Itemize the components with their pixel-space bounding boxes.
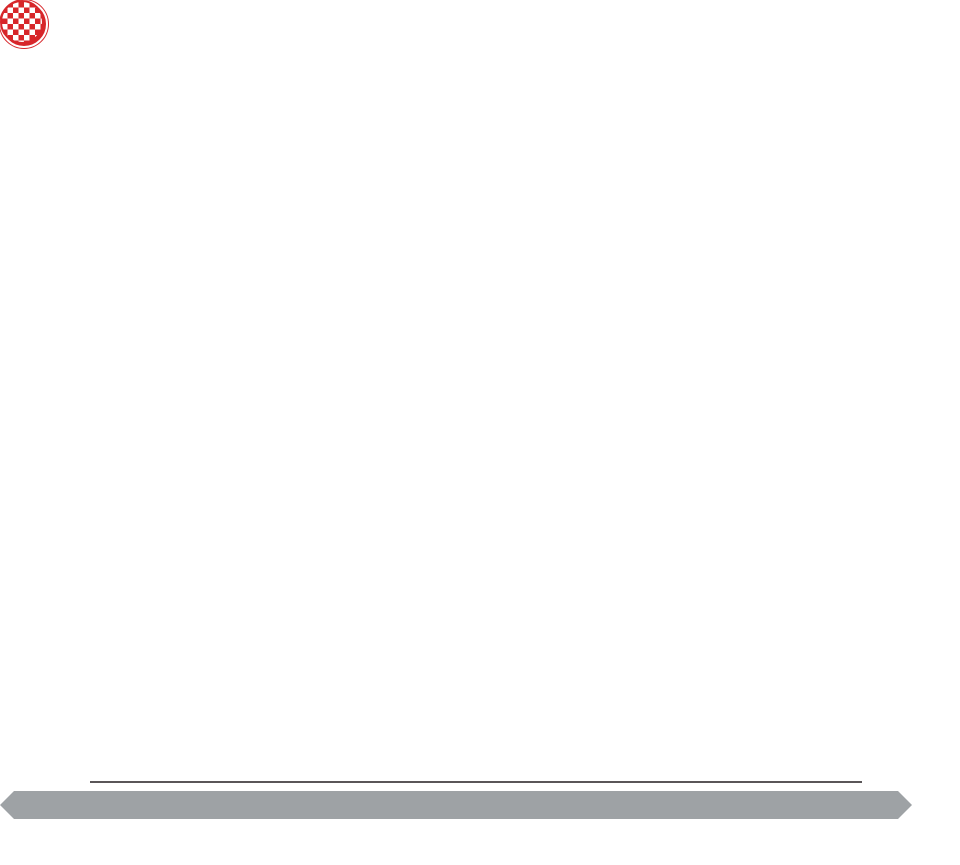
finish-flag-badge (0, 0, 44, 44)
distance-ruler (90, 826, 862, 864)
km-bar (14, 791, 898, 819)
profile-plot-area (90, 305, 862, 783)
profile-svg (90, 305, 862, 783)
